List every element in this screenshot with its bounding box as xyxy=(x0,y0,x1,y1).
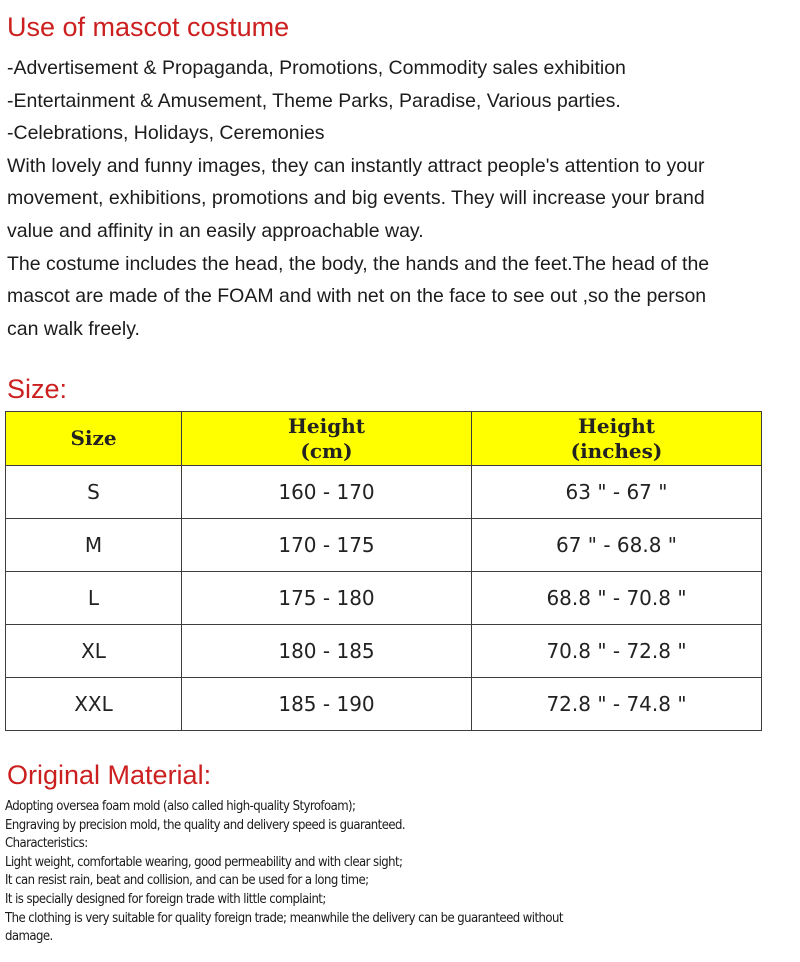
material-line: The clothing is very suitable for quality foreign trade; meanwhile the delivery can be guaranteed without xyxy=(5,910,563,926)
material-line: It can resist rain, beat and collision, and can be used for a long time; xyxy=(5,873,369,889)
size-cell: L xyxy=(6,572,182,625)
size-cell: S xyxy=(6,466,182,519)
table-row xyxy=(6,572,762,625)
height-inches-column-header: Height (inches) xyxy=(472,412,762,466)
use-line: mascot are made of the FOAM and with net on the face to see out ,so the person xyxy=(7,285,707,308)
size-section-title: Size: xyxy=(7,374,68,404)
table-row xyxy=(6,466,762,519)
material-line: Characteristics: xyxy=(5,836,88,852)
size-cell: XL xyxy=(6,625,182,678)
size-table-header-row xyxy=(6,412,762,466)
height-inches-cell: 70.8 " - 72.8 " xyxy=(472,625,762,678)
use-line: movement, exhibitions, promotions and big events. They will increase your brand xyxy=(7,187,705,210)
material-line: Light weight, comfortable wearing, good permeability and with clear sight; xyxy=(5,854,403,870)
table-row xyxy=(6,678,762,731)
height-cm-cell: 175 - 180 xyxy=(182,572,472,625)
material-line: damage. xyxy=(5,929,53,945)
use-line: -Entertainment & Amusement, Theme Parks, Paradise, Various parties. xyxy=(7,89,621,112)
table-row xyxy=(6,625,762,678)
height-inches-cell: 67 " - 68.8 " xyxy=(472,519,762,572)
use-line: With lovely and funny images, they can instantly attract people's attention to your xyxy=(7,154,705,177)
height-cm-cell: 185 - 190 xyxy=(182,678,472,731)
height-cm-cell: 160 - 170 xyxy=(182,466,472,519)
height-cm-cell: 180 - 185 xyxy=(182,625,472,678)
use-line: The costume includes the head, the body, the hands and the feet.The head of the xyxy=(7,252,710,275)
size-chart-table xyxy=(5,411,762,731)
size-cell: M xyxy=(6,519,182,572)
material-line: It is specially designed for foreign trade with little complaint; xyxy=(5,891,326,907)
height-inches-cell: 68.8 " - 70.8 " xyxy=(472,572,762,625)
table-row xyxy=(6,519,762,572)
use-line: value and affinity in an easily approachable way. xyxy=(7,219,424,242)
size-column-header: Size xyxy=(6,412,182,466)
material-section-text xyxy=(5,798,795,947)
use-section-title: Use of mascot costume xyxy=(7,12,290,42)
material-line: Engraving by precision mold, the quality and delivery speed is guaranteed. xyxy=(5,817,406,833)
material-line: Adopting oversea foam mold (also called high-quality Styrofoam); xyxy=(5,799,356,814)
material-section-title: Original Material: xyxy=(7,760,212,790)
use-section-text xyxy=(7,52,797,345)
use-line: -Celebrations, Holidays, Ceremonies xyxy=(7,122,325,145)
use-line: can walk freely. xyxy=(7,317,140,340)
use-line: -Advertisement & Propaganda, Promotions, Commodity sales exhibition xyxy=(7,57,626,79)
height-cm-column-header: Height (cm) xyxy=(182,412,472,466)
height-inches-cell: 63 " - 67 " xyxy=(472,466,762,519)
size-cell: XXL xyxy=(6,678,182,731)
height-inches-cell: 72.8 " - 74.8 " xyxy=(472,678,762,731)
height-cm-cell: 170 - 175 xyxy=(182,519,472,572)
